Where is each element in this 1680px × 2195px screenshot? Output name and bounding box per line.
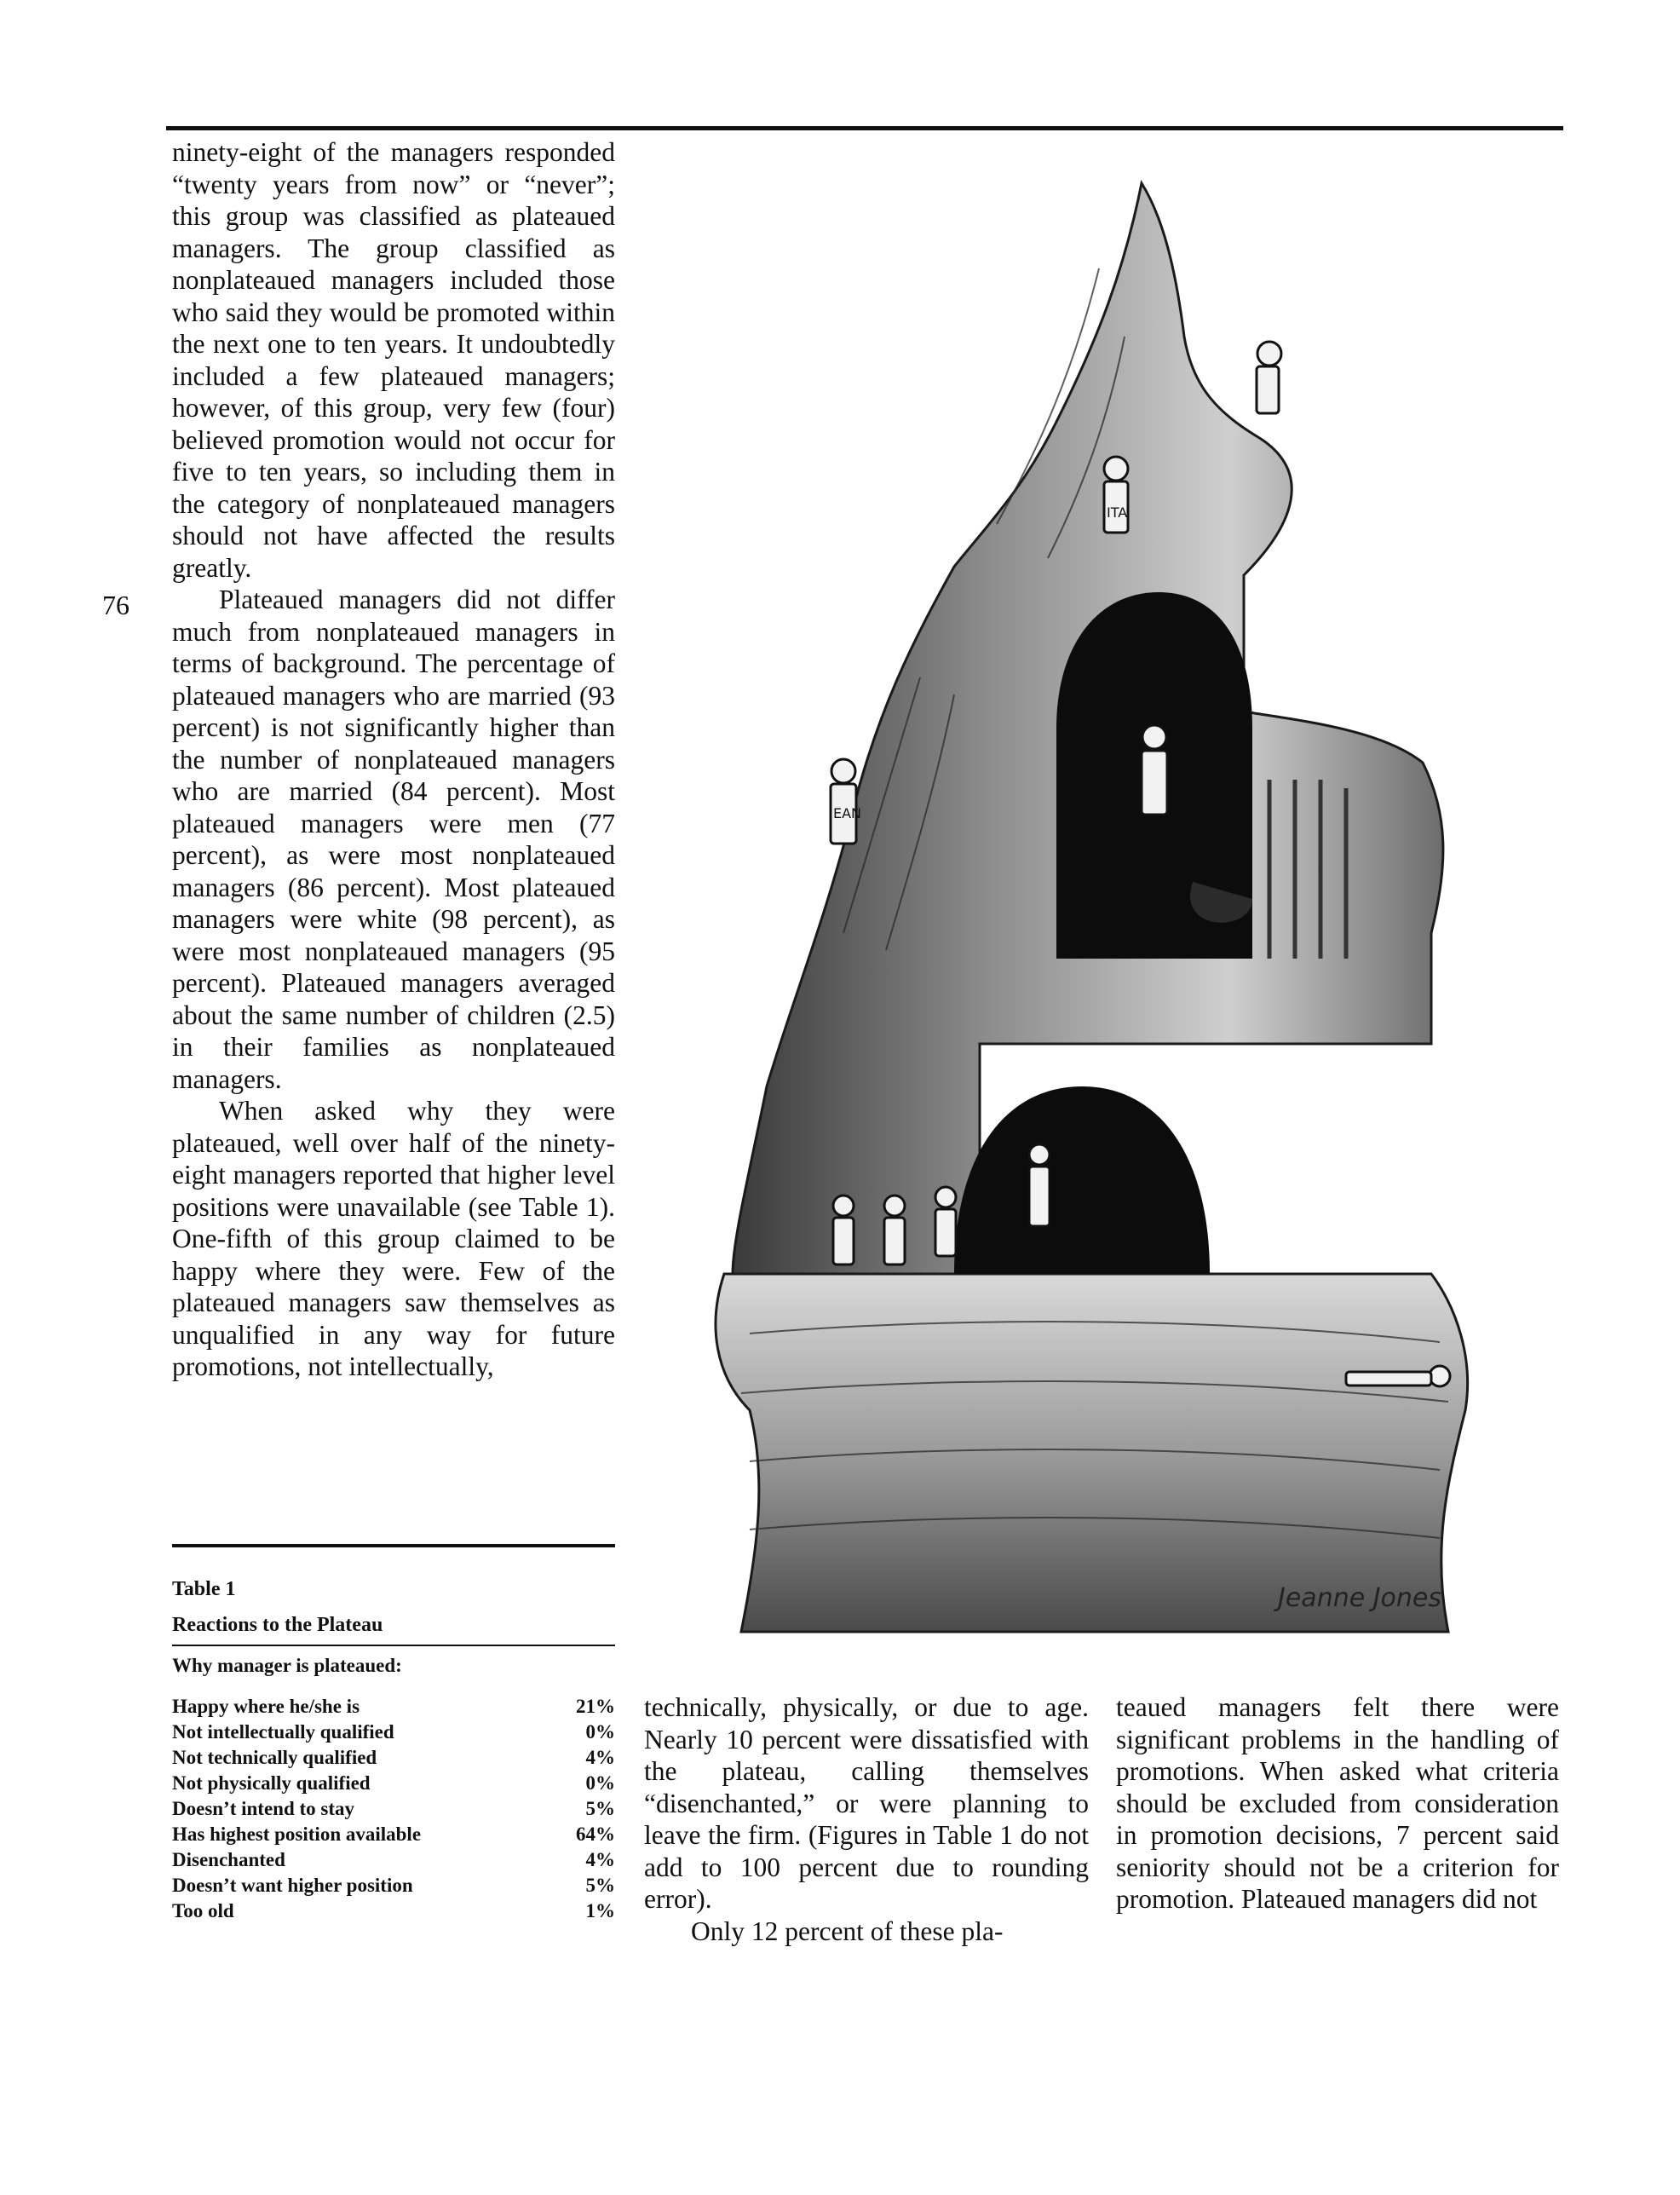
row-value: 0% <box>585 1772 615 1794</box>
row-value: 1% <box>585 1900 615 1921</box>
golfer <box>1029 1144 1050 1226</box>
paragraph: ninety-eight of the managers responded “twenty years from now” or “never”; this group was classified as plateaued managers. The group classified as nonplateaued managers included those who said they would be promoted within the next one to ten years. It undoubtedly included a few plateaued managers; however, of this group, very few (four) believed promotion would not occur for five to ten years, so including them in the category of nonplateaued managers should not have affected the results greatly. <box>172 137 615 583</box>
row-label: Not technically qualified <box>172 1747 377 1768</box>
row-value: 64% <box>576 1823 615 1845</box>
paragraph: technically, physically, or due to age. Nearly 10 percent were dissatisfied with the plateau, calling themselves “disenchanted,” or were planning to leave the firm. (Figures in Table 1 do not add to 100 percent due to rounding error). <box>644 1692 1089 1914</box>
row-label: Doesn’t want higher position <box>172 1875 413 1896</box>
left-text-column <box>172 136 615 1383</box>
row-value: 5% <box>585 1798 615 1819</box>
table-row <box>172 1898 615 1924</box>
row-label: Doesn’t intend to stay <box>172 1798 355 1819</box>
row-label: Not physically qualified <box>172 1772 371 1794</box>
pushing-climber <box>1257 342 1281 413</box>
onlooker <box>833 1195 854 1265</box>
shirt-lettering: EAN <box>833 805 862 821</box>
table-title: Reactions to the Plateau <box>172 1614 383 1636</box>
row-label: Too old <box>172 1900 234 1921</box>
row-value: 4% <box>585 1747 615 1768</box>
mountain-illustration <box>699 166 1482 1666</box>
table-1 <box>172 1544 615 1924</box>
page-number: 76 <box>102 590 129 620</box>
table-row <box>172 1873 615 1898</box>
row-label: Not intellectually qualified <box>172 1721 394 1743</box>
onlooker <box>884 1195 905 1265</box>
row-value: 0% <box>585 1721 615 1743</box>
table-subheading: Why manager is plateaued: <box>172 1655 402 1676</box>
table-number: Table 1 <box>172 1578 236 1600</box>
paragraph: teaued managers felt there were significant problems in the handling of promotions. When asked what criteria should be excluded from consideration in promotion decisions, 7 percent said seniority should not be a criterion for promotion. Plateaued managers did not <box>1116 1692 1559 1914</box>
table-header-rule <box>172 1645 615 1646</box>
row-label: Happy where he/she is <box>172 1696 360 1717</box>
artist-signature: Jeanne Jones <box>1278 1583 1442 1613</box>
row-value: 4% <box>585 1849 615 1870</box>
paragraph: Only 12 percent of these pla- <box>691 1916 1004 1946</box>
middle-text-column <box>644 1691 1089 1947</box>
table-row <box>172 1745 615 1771</box>
table-row <box>172 1694 615 1720</box>
paragraph: Plateaued managers did not differ much from nonplateaued managers in terms of background. The percentage of plateaued managers who are married (93 percent) is not significantly higher than the number of nonplateaued managers who are married (84 percent). Most plateaued managers were men (77 percent), as were most nonplateaued managers (86 percent). Most plateaued managers were white (98 percent), as were most nonplateaued managers (95 percent). Plateaued managers averaged about the same number of children (2.5) in their families as nonplateaued managers. <box>172 585 615 1094</box>
row-value: 5% <box>585 1875 615 1896</box>
table-row <box>172 1847 615 1873</box>
table-row <box>172 1796 615 1822</box>
shirt-lettering: ITA <box>1107 504 1128 521</box>
right-text-column <box>1116 1691 1559 1916</box>
left-climber <box>831 759 861 844</box>
row-label: Has highest position available <box>172 1823 422 1845</box>
row-value: 21% <box>576 1696 615 1717</box>
cave-gardener <box>1142 725 1167 815</box>
top-climber <box>1104 457 1128 533</box>
table-row <box>172 1771 615 1796</box>
row-label: Disenchanted <box>172 1849 285 1870</box>
onlooker <box>935 1187 956 1256</box>
table-row <box>172 1822 615 1847</box>
table-top-rule <box>172 1544 615 1547</box>
top-rule <box>166 126 1563 130</box>
table-row <box>172 1720 615 1745</box>
lower-cave <box>954 1086 1210 1274</box>
paragraph: When asked why they were plateaued, well over half of the ninety-eight managers reported that higher level positions were unavailable (see Table 1). One-fifth of this group claimed to be happy where they were. Few of the plateaued managers saw themselves as unqualified in any way for future promotions, not intellectually, <box>172 1096 615 1381</box>
